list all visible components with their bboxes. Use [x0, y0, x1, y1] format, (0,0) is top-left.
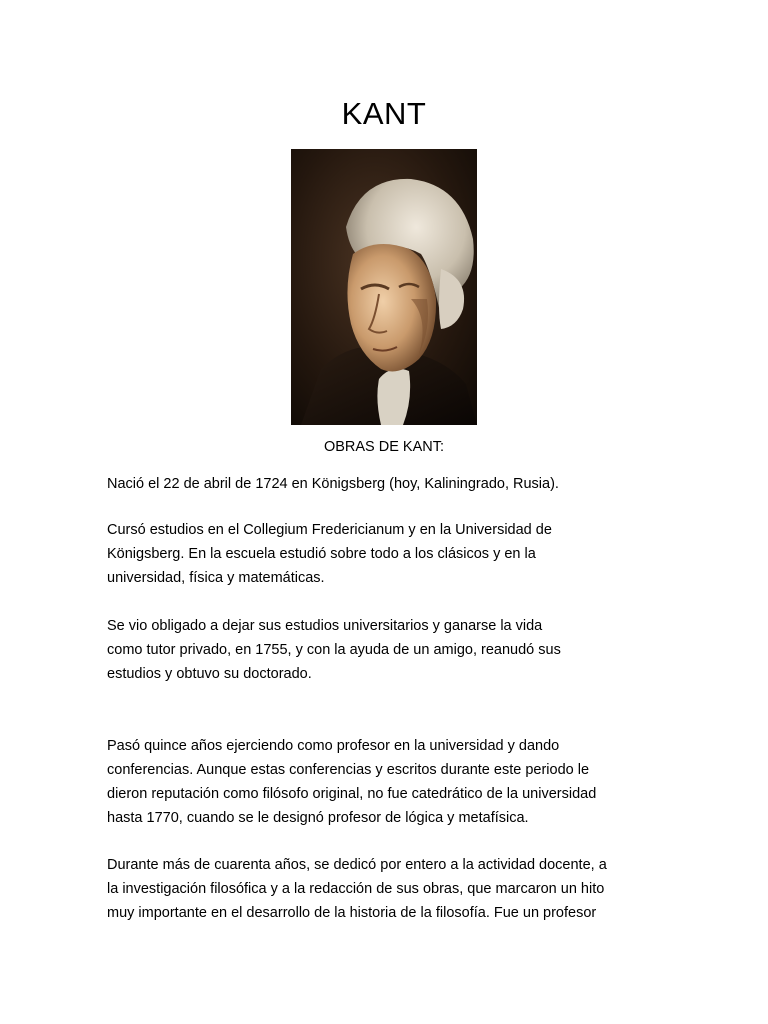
paragraph-birth	[107, 472, 667, 496]
paragraph-studies	[107, 518, 667, 590]
text-line: Cursó estudios en el Collegium Fredericianum y en la Universidad de	[107, 522, 552, 538]
text-line: estudios y obtuvo su doctorado.	[107, 666, 312, 682]
text-line: Durante más de cuarenta años, se dedicó por entero a la actividad docente, a	[107, 857, 607, 873]
section-heading: OBRAS DE KANT:	[323, 439, 445, 455]
text-line: muy importante en el desarrollo de la historia de la filosofía. Fue un profesor	[107, 905, 597, 921]
paragraph-professor	[107, 734, 667, 830]
page-title: KANT	[341, 96, 427, 131]
paragraph-tutor	[107, 614, 667, 686]
text-line: conferencias. Aunque estas conferencias y escritos durante este periodo le	[107, 762, 590, 778]
text-line: Pasó quince años ejerciendo como profesor en la universidad y dando	[107, 738, 560, 754]
paragraph-teaching	[107, 853, 667, 925]
text-line: universidad, física y matemáticas.	[107, 570, 325, 586]
text-line: dieron reputación como filósofo original, no fue catedrático de la universidad	[107, 786, 597, 802]
kant-portrait-image	[291, 149, 477, 425]
text-line: como tutor privado, en 1755, y con la ayuda de un amigo, reanudó sus	[107, 642, 561, 658]
text-line: hasta 1770, cuando se le designó profesor de lógica y metafísica.	[107, 810, 529, 826]
text-line: la investigación filosófica y a la redacción de sus obras, que marcaron un hito	[107, 881, 605, 897]
text-line: Se vio obligado a dejar sus estudios universitarios y ganarse la vida	[107, 618, 543, 634]
text-line: Königsberg. En la escuela estudió sobre todo a los clásicos y en la	[107, 546, 536, 562]
portrait-painting	[291, 149, 477, 425]
text-line: Nació el 22 de abril de 1724 en Königsberg (hoy, Kaliningrado, Rusia).	[107, 476, 559, 492]
